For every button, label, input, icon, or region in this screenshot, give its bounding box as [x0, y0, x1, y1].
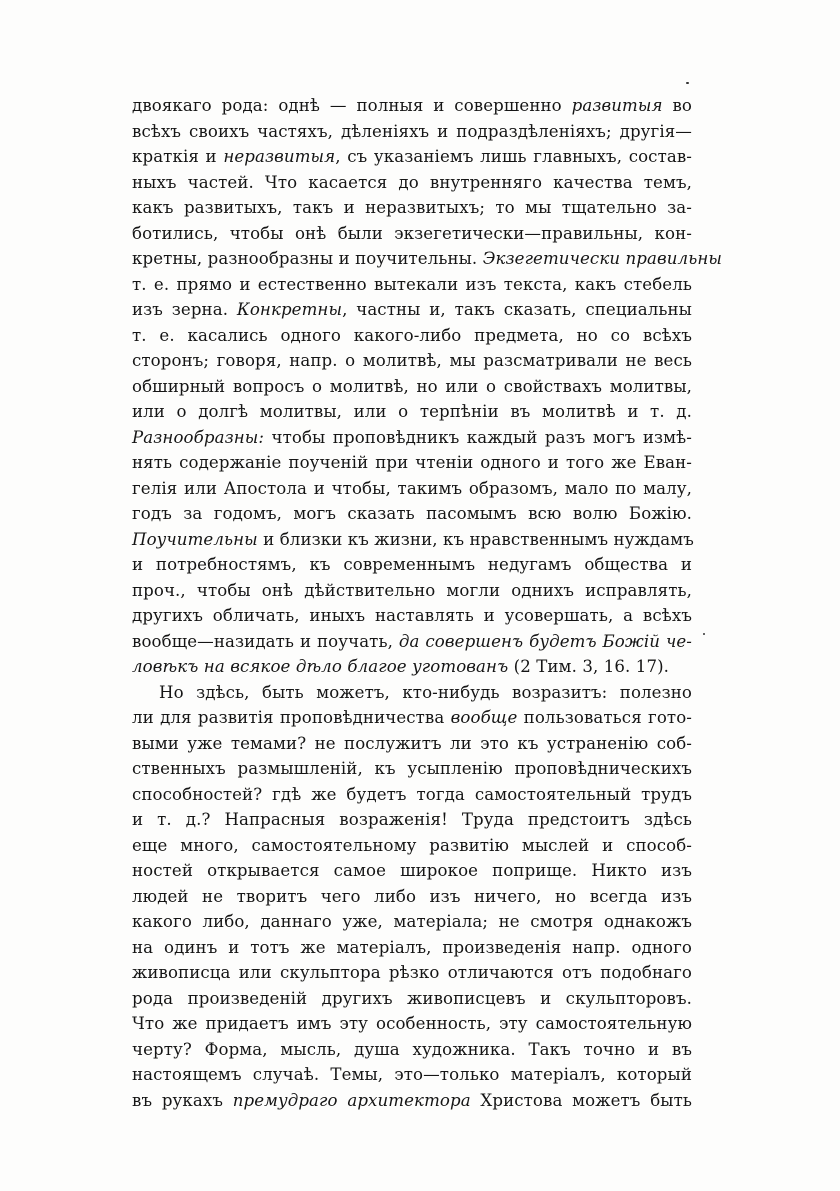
text-segment: живописца или скульптора рѣзко отличаются отъ подобнаго — [132, 963, 692, 982]
text-line — [132, 756, 692, 782]
text-line — [132, 93, 692, 119]
text-segment: обширный вопросъ о молитвѣ, но или о свойствахъ молитвы, — [132, 376, 692, 396]
text-line — [132, 552, 692, 578]
text-line — [132, 501, 692, 527]
italic-segment: неразвитыя — [223, 147, 336, 166]
text-segment: другихъ обличать, иныхъ наставлять и усовершать, а всѣхъ — [132, 606, 692, 625]
text-segment: т. е. касались одного какого-либо предмета, но со всѣхъ — [132, 325, 692, 345]
text-line — [132, 374, 692, 400]
text-segment: Что же придаетъ имъ эту особенность, эту самостоятельную — [132, 1014, 692, 1033]
text-line — [132, 1011, 692, 1037]
text-segment: и т. д.? Напрасныя возраженія! Труда предстоитъ здѣсь — [132, 810, 692, 829]
text-segment: какого либо, даннаго уже, матеріала; не смотря однакожъ — [132, 912, 692, 931]
text-segment: на одинъ и тотъ же матеріалъ, произведенія напр. одного — [132, 937, 692, 957]
text-segment: Но здѣсь, быть можетъ, кто-нибудь возразитъ: полезно — [159, 682, 692, 702]
text-line — [132, 144, 692, 170]
text-line — [132, 654, 692, 680]
text-line — [132, 221, 692, 247]
text-line — [132, 527, 692, 553]
text-segment: пользоваться гото- — [517, 708, 692, 727]
text-segment: и близки къ жизни, къ нравственнымъ нуждамъ — [257, 529, 694, 549]
text-segment: Христова можетъ быть — [470, 1090, 692, 1110]
text-segment: сторонъ; говоря, напр. о молитвѣ, мы разсматривали не весь — [132, 351, 692, 370]
text-segment: годъ за годомъ, могъ сказать пасомымъ всю волю Божію. — [132, 504, 692, 523]
text-line — [132, 935, 692, 961]
text-line — [132, 1088, 692, 1114]
italic-segment: Разнообразны: — [132, 427, 265, 447]
text-line — [132, 450, 692, 476]
italic-segment: Конкретны — [236, 300, 343, 319]
text-line — [132, 425, 692, 451]
text-line — [132, 986, 692, 1012]
text-line — [132, 629, 692, 655]
text-segment: вообще—назидать и поучать, — [132, 631, 399, 651]
italic-segment: Экзегетически правильны — [482, 249, 722, 268]
italic-segment: вообще — [450, 708, 518, 727]
text-line — [132, 705, 692, 731]
print-speck — [686, 82, 689, 84]
text-line — [132, 399, 692, 425]
text-line — [132, 909, 692, 935]
text-line — [132, 246, 722, 272]
text-segment: способностей? гдѣ же будетъ тогда самостоятельный трудъ — [132, 784, 692, 804]
text-segment: ственныхъ размышленій, къ усыпленію проповѣдническихъ — [132, 759, 692, 778]
text-line — [132, 807, 692, 833]
text-segment: гелія или Апостола и чтобы, такимъ образомъ, мало по малу, — [132, 478, 692, 498]
text-line — [132, 578, 692, 604]
text-segment: ли для развитія проповѣдничества — [132, 708, 451, 727]
text-segment: и потребностямъ, къ современнымъ недугамъ общества и — [132, 555, 692, 574]
text-segment: изъ зерна. — [132, 300, 237, 319]
text-line — [132, 119, 692, 145]
text-line — [132, 195, 692, 221]
text-line — [132, 782, 692, 808]
print-speck — [703, 633, 705, 635]
text-segment: ностей открывается самое широкое поприще. Никто изъ — [132, 861, 692, 880]
text-line — [132, 884, 692, 910]
text-line — [132, 833, 692, 859]
text-segment: (2 Тим. 3, 16. 17). — [508, 657, 670, 676]
text-line — [132, 960, 692, 986]
text-segment: во — [662, 96, 692, 115]
text-line — [132, 680, 692, 706]
text-segment: какъ развитыхъ, такъ и неразвитыхъ; то мы тщательно за- — [132, 198, 692, 217]
text-segment: въ рукахъ — [132, 1090, 233, 1110]
text-line — [132, 731, 692, 757]
italic-segment: Поучительны — [132, 529, 258, 549]
text-segment: , частны и, такъ сказать, специальны — [342, 300, 692, 319]
text-line — [132, 170, 692, 196]
text-segment: или о долгѣ молитвы, или о терпѣніи въ молитвѣ и т. д. — [132, 402, 692, 421]
text-segment: ныхъ частей. Что касается до внутренняго качества темъ, — [132, 172, 692, 192]
text-line — [132, 323, 692, 349]
italic-segment: да совершенъ будетъ Божій че- — [398, 631, 693, 651]
text-segment: людей не творитъ чего либо изъ ничего, но всегда изъ — [132, 886, 692, 906]
text-segment: кретны, разнообразны и поучительны. — [132, 249, 483, 268]
text-segment: ботились, чтобы онѣ были экзегетически—правильны, кон- — [132, 223, 692, 243]
italic-segment: ловѣкъ на всякое дѣло благое уготованъ — [132, 657, 509, 676]
text-line — [132, 1062, 692, 1088]
text-line — [132, 272, 692, 298]
italic-segment: развитыя — [571, 96, 663, 115]
text-segment: выми уже темами? не послужитъ ли это къ устраненію соб- — [132, 733, 692, 753]
text-line — [132, 858, 692, 884]
text-segment: проч., чтобы онѣ дѣйствительно могли однихъ исправлять, — [132, 580, 692, 600]
text-line — [132, 348, 692, 374]
italic-segment: премудраго архитектора — [232, 1090, 471, 1110]
page-text — [132, 93, 722, 1113]
text-segment: еще много, самостоятельному развитію мыслей и способ- — [132, 835, 692, 855]
text-segment: краткія и — [132, 147, 224, 166]
text-segment: настоящемъ случаѣ. Темы, это—только матеріалъ, который — [132, 1065, 692, 1084]
text-line — [132, 1037, 692, 1063]
text-segment: черту? Форма, мысль, душа художника. Такъ точно и въ — [132, 1039, 692, 1059]
text-segment: двоякаго рода: однѣ — полныя и совершенно — [132, 96, 572, 115]
text-segment: рода произведеній другихъ живописцевъ и скульпторовъ. — [132, 988, 692, 1008]
text-segment: всѣхъ своихъ частяхъ, дѣленіяхъ и подраздѣленіяхъ; другія— — [132, 121, 692, 141]
text-segment: , съ указаніемъ лишь главныхъ, состав- — [335, 147, 692, 166]
text-segment: нять содержаніе поученій при чтеніи одного и того же Еван- — [132, 453, 692, 472]
text-segment: чтобы проповѣдникъ каждый разъ могъ измѣ- — [264, 427, 692, 447]
text-line — [132, 297, 692, 323]
text-segment: т. е. прямо и естественно вытекали изъ текста, какъ стебель — [132, 274, 692, 294]
text-line — [132, 603, 692, 629]
text-line — [132, 476, 692, 502]
